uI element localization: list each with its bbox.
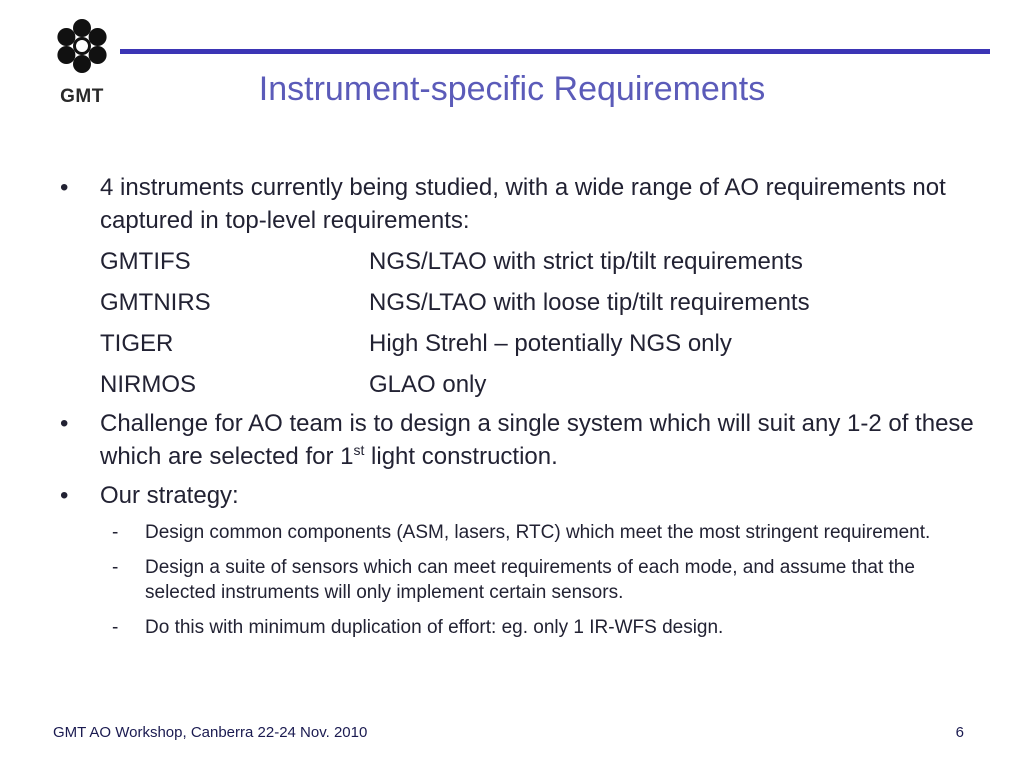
sub-bullet-mark: -	[112, 557, 119, 578]
instrument-row	[100, 327, 980, 360]
bullet-text-part: Challenge for AO team is to design a single system which will suit any 1-2 of these which are selected for 1	[100, 410, 974, 470]
sub-bullet-mark: -	[112, 522, 119, 543]
sub-bullet	[112, 555, 980, 605]
sub-bullet	[112, 520, 980, 545]
bullet-text	[100, 407, 980, 473]
sub-bullet	[112, 615, 980, 640]
instrument-requirement: NGS/LTAO with loose tip/tilt requirements	[369, 289, 810, 316]
bullet-mark: •	[60, 174, 69, 201]
slide-content	[60, 171, 980, 640]
sub-bullet-text: Design a suite of sensors which can meet requirements of each mode, and assume that the selected instruments will only implement certain sensors.	[145, 557, 915, 603]
bullet-challenge	[60, 407, 980, 473]
title-rule	[120, 49, 990, 54]
instrument-row	[100, 368, 980, 401]
bullet-mark: •	[60, 482, 69, 509]
sub-bullet-text: Do this with minimum duplication of effort: eg. only 1 IR-WFS design.	[145, 617, 724, 638]
bullet-instruments	[60, 171, 980, 237]
ordinal-superscript: st	[353, 442, 365, 458]
slide-title: Instrument-specific Requirements	[258, 70, 766, 108]
bullet-mark: •	[60, 410, 69, 437]
bullet-text: 4 instruments currently being studied, with a wide range of AO requirements not captured in top-level requirements:	[100, 174, 946, 234]
instrument-name: NIRMOS	[100, 371, 196, 398]
sub-bullet-text: Design common components (ASM, lasers, RTC) which meet the most stringent requirement.	[145, 522, 931, 543]
page-number: 6	[955, 724, 964, 741]
instrument-requirement: GLAO only	[369, 371, 487, 398]
instrument-name: GMTNIRS	[100, 289, 211, 316]
bullet-text-part: light construction.	[364, 443, 558, 470]
logo-text: GMT	[60, 86, 104, 107]
instrument-name: GMTIFS	[100, 248, 191, 275]
footer-text: GMT AO Workshop, Canberra 22-24 Nov. 2010	[53, 724, 368, 741]
instrument-row	[100, 245, 980, 278]
instrument-row	[100, 286, 980, 319]
instrument-requirement: NGS/LTAO with strict tip/tilt requirements	[369, 248, 803, 275]
instrument-requirement: High Strehl – potentially NGS only	[369, 330, 732, 357]
sub-bullet-mark: -	[112, 617, 119, 638]
instrument-name: TIGER	[100, 330, 174, 357]
bullet-text: Our strategy:	[100, 482, 239, 509]
bullet-strategy	[60, 479, 980, 512]
